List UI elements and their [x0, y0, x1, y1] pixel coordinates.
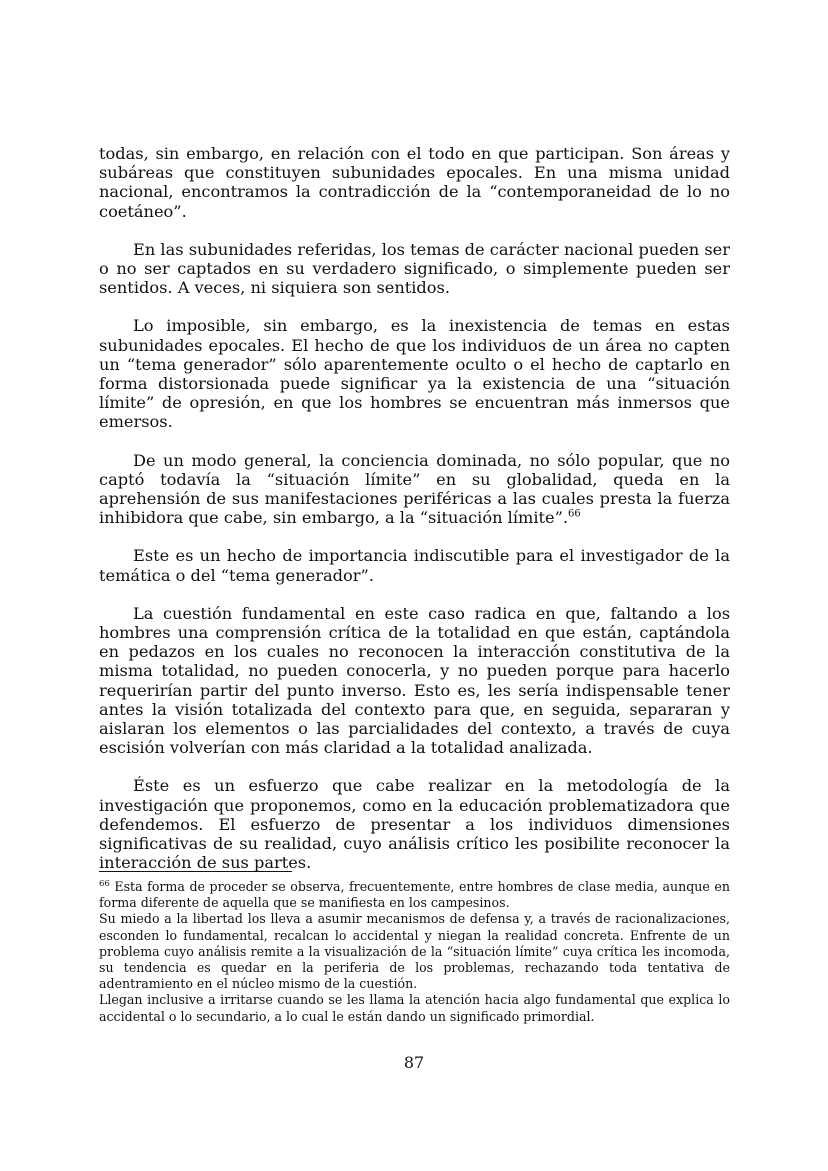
- paragraph-4-text: De un modo general, la conciencia dominada, no sólo popular, que no captó todavía la “situación límite” en su globalidad, queda en la aprehensión de sus manifestaciones periféricas a las cuales presta la fuerza inhibidora que cabe, sin embargo, a la “situación límite”.: [99, 450, 730, 528]
- paragraph-1: todas, sin embargo, en relación con el todo en que participan. Son áreas y subáreas que constituyen subunidades epocales. En una misma unidad nacional, encontramos la contradicción de la “contemporaneidad de lo no coetáneo”.: [99, 144, 730, 221]
- footnote-reference[interactable]: 66: [568, 508, 581, 520]
- paragraph-5: Este es un hecho de importancia indiscutible para el investigador de la temática o del “tema generador”.: [99, 546, 730, 585]
- paragraph-3: Lo imposible, sin embargo, es la inexistencia de temas en estas subunidades epocales. El hecho de que los individuos de un área no capten un “tema generador” sólo aparentemente oculto o el hecho de captarlo en forma distorsionada puede significar ya la existencia de una “situación límite” de opresión, en que los hombres se encuentran más inmersos que emersos.: [99, 316, 730, 432]
- footnote-line-1: [99, 879, 730, 911]
- footnote-text-1: Esta forma de proceder se observa, frecuentemente, entre hombres de clase media, aunque en forma diferente de aquella que se manifiesta en los campesinos.: [99, 879, 730, 911]
- footnote-separator: [99, 871, 292, 872]
- paragraph-2: En las subunidades referidas, los temas de carácter nacional pueden ser o no ser captados en su verdadero significado, o simplemente pueden ser sentidos. A veces, ni siquiera son sentidos.: [99, 239, 730, 298]
- paragraph-6: La cuestión fundamental en este caso radica en que, faltando a los hombres una comprensión crítica de la totalidad en que están, captándola en pedazos en los cuales no reconocen la interacción constitutiva de la misma totalidad, no pueden conocerla, y no pueden porque para hacerlo requerirían partir del punto inverso. Esto es, les sería indispensable tener antes la visión totalizada del contexto para que, en seguida, separaran y aislaran los elementos o las parcialidades del contexto, a través de cuya escisión volverían con más claridad a la totalidad analizada.: [99, 603, 730, 758]
- footnote-number: 66: [99, 878, 110, 889]
- page-number: 87: [403, 1053, 425, 1072]
- paragraph-7: Éste es un esfuerzo que cabe realizar en la metodología de la investigación que proponemos, como en la educación problematizadora que defendemos. El esfuerzo de presentar a los individuos dimensiones significativas de su realidad, cuyo análisis crítico les posibilite reconocer la interacción de sus partes.: [99, 776, 730, 873]
- paragraph-4: [99, 451, 730, 528]
- footnote-line-2: Su miedo a la libertad los lleva a asumir mecanismos de defensa y, a través de racionalizaciones, esconden lo fundamental, recalcan lo accidental y niegan la realidad concreta. Enfrente de un problema cuyo análisis remite a la visualización de la “situación límite” cuya crítica les incomoda, su tendencia es quedar en la periferia de los problemas, rechazando toda tentativa de adentramiento en el núcleo mismo de la cuestión.: [99, 911, 730, 992]
- footnotes: [99, 879, 730, 1025]
- footnote-line-3: Llegan inclusive a irritarse cuando se les llama la atención hacia algo fundamental que explica lo accidental o lo secundario, a lo cual le están dando un significado primordial.: [99, 992, 730, 1024]
- page-body: [99, 144, 730, 892]
